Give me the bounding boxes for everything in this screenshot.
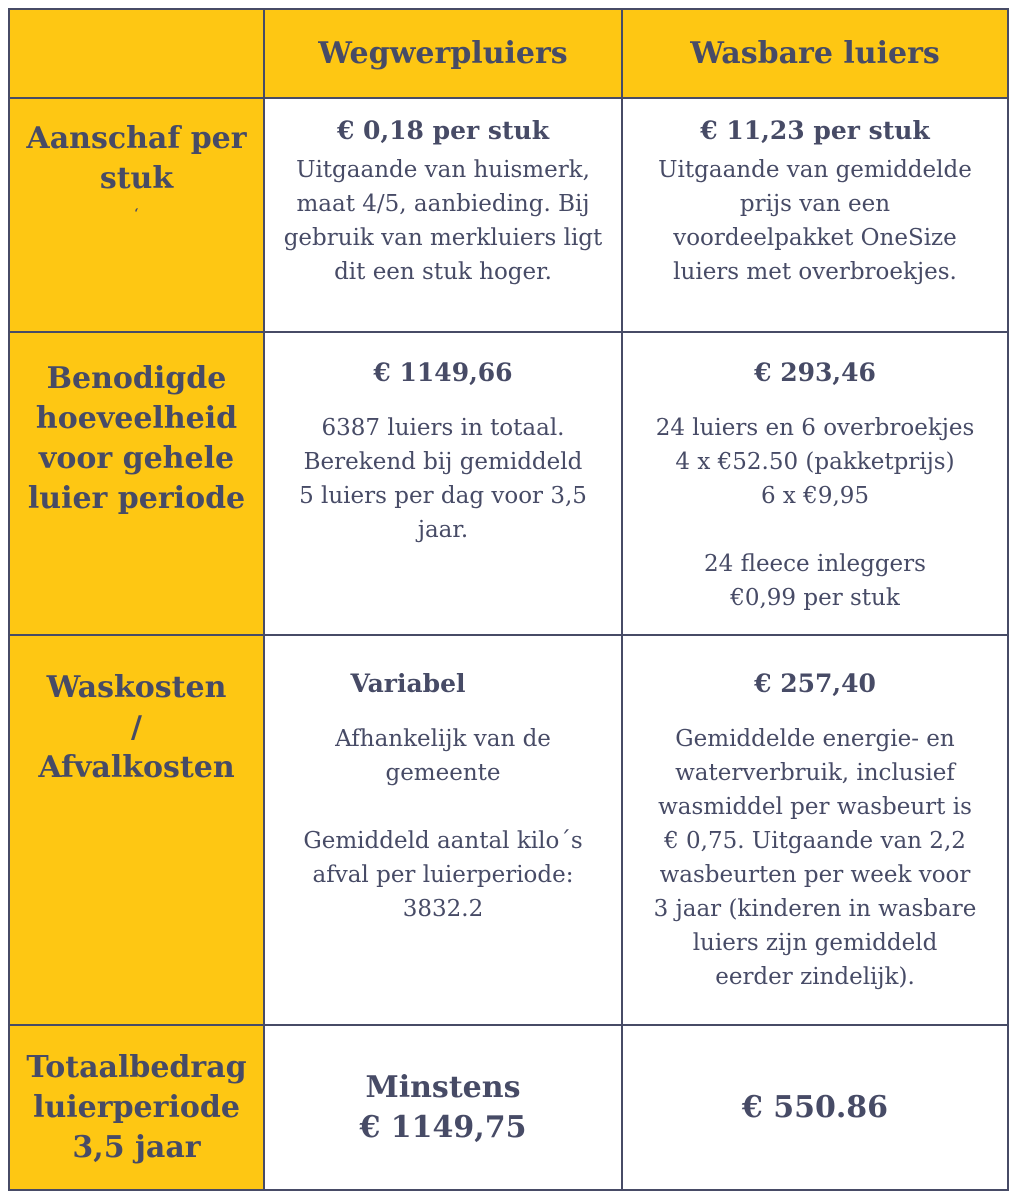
total-line: € 1149,75: [359, 1109, 527, 1145]
row-label-line: hoeveelheid: [35, 401, 238, 436]
cell-purchase-washable: [622, 98, 1008, 332]
total-line: Minstens: [365, 1069, 521, 1105]
cell-title: € 1149,66: [373, 358, 513, 387]
cell-text: [265, 722, 621, 926]
cell-washing-disposable: [264, 635, 622, 1025]
text-line: Uitgaande van gemiddelde: [658, 157, 972, 183]
text-line: prijs van een: [739, 191, 891, 217]
row-label-line: stuk: [99, 161, 174, 196]
cell-text: [623, 722, 1007, 994]
cell-title: Variabel: [350, 669, 466, 698]
text-line: Gemiddeld aantal kilo´s: [303, 828, 583, 854]
diaper-cost-comparison-table: [8, 8, 1009, 1191]
text-line: maat 4/5, aanbieding. Bij: [296, 191, 590, 217]
text-line: 6387 luiers in totaal.: [321, 415, 565, 441]
text-line: luiers zijn gemiddeld: [692, 930, 938, 956]
cell-text: [623, 153, 1007, 289]
cell-total-disposable: [264, 1025, 622, 1190]
text-line: 24 luiers en 6 overbroekjes: [655, 415, 975, 441]
cell-title: € 0,18 per stuk: [336, 116, 550, 145]
header-washable: Wasbare luiers: [622, 9, 1008, 98]
text-line: afval per luierperiode:: [312, 862, 574, 888]
row-label-line: /: [131, 710, 142, 745]
text-gap: [623, 513, 1007, 547]
cell-washing-washable: [622, 635, 1008, 1025]
text-line: voordeelpakket OneSize: [673, 225, 957, 251]
row-label-quantity: [9, 332, 264, 635]
header-row: [9, 9, 1008, 98]
row-label-line: Totaalbedrag: [26, 1049, 247, 1085]
row-label-line: luier periode: [27, 481, 246, 516]
text-line: gebruik van merkluiers ligt: [283, 225, 603, 251]
text-line: gemeente: [385, 760, 501, 786]
row-label-purchase: [9, 98, 264, 332]
row-label-line: Aanschaf per: [26, 121, 247, 156]
text-line: 6 x €9,95: [760, 483, 870, 509]
text-gap: [265, 790, 621, 824]
text-line: luiers met overbroekjes.: [673, 259, 957, 285]
text-line: wasbeurten per week voor: [659, 862, 971, 888]
total-value: € 550.86: [741, 1089, 889, 1125]
cell-text: [623, 411, 1007, 615]
row-purchase: [9, 98, 1008, 332]
text-line: wasmiddel per wasbeurt is: [658, 794, 972, 820]
cell-purchase-disposable: [264, 98, 622, 332]
cell-title: € 293,46: [754, 358, 876, 387]
row-label-washing: [9, 635, 264, 1025]
text-line: €0,99 per stuk: [730, 585, 900, 611]
cell-quantity-washable: [622, 332, 1008, 635]
row-label-line: 3,5 jaar: [72, 1129, 201, 1165]
cell-quantity-disposable: [264, 332, 622, 635]
row-total: [9, 1025, 1008, 1190]
text-line: Gemiddelde energie- en: [675, 726, 955, 752]
row-label-line: Waskosten: [46, 670, 227, 705]
text-line: dit een stuk hoger.: [334, 259, 552, 285]
cell-title: € 11,23 per stuk: [700, 116, 930, 145]
cell-text: [265, 411, 621, 547]
text-line: 24 fleece inleggers: [704, 551, 926, 577]
text-line: 3832.2: [402, 896, 484, 922]
text-line: Berekend bij gemiddeld: [303, 449, 583, 475]
text-line: € 0,75. Uitgaande van 2,2: [664, 828, 966, 854]
text-line: Uitgaande van huismerk,: [296, 157, 590, 183]
text-line: 3 jaar (kinderen in wasbare: [653, 896, 977, 922]
row-label-line: Benodigde: [46, 361, 227, 396]
text-line: Afhankelijk van de: [335, 726, 551, 752]
row-quantity: [9, 332, 1008, 635]
header-empty-cell: [9, 9, 264, 98]
row-label-line: voor gehele: [38, 441, 235, 476]
cell-total-washable: [622, 1025, 1008, 1190]
row-label-mark: ‘: [134, 206, 139, 220]
text-line: waterverbruik, inclusief: [675, 760, 955, 786]
text-line: eerder zindelijk).: [715, 964, 915, 990]
row-label-line: Afvalkosten: [38, 750, 235, 785]
text-line: jaar.: [417, 517, 469, 543]
text-line: 5 luiers per dag voor 3,5: [299, 483, 587, 509]
row-label-total: [9, 1025, 264, 1190]
cell-title: € 257,40: [754, 669, 876, 698]
cell-text: [265, 153, 621, 289]
row-washing: [9, 635, 1008, 1025]
text-line: 4 x €52.50 (pakketprijs): [675, 449, 955, 475]
header-disposable: Wegwerpluiers: [264, 9, 622, 98]
row-label-line: luierperiode: [33, 1089, 240, 1125]
